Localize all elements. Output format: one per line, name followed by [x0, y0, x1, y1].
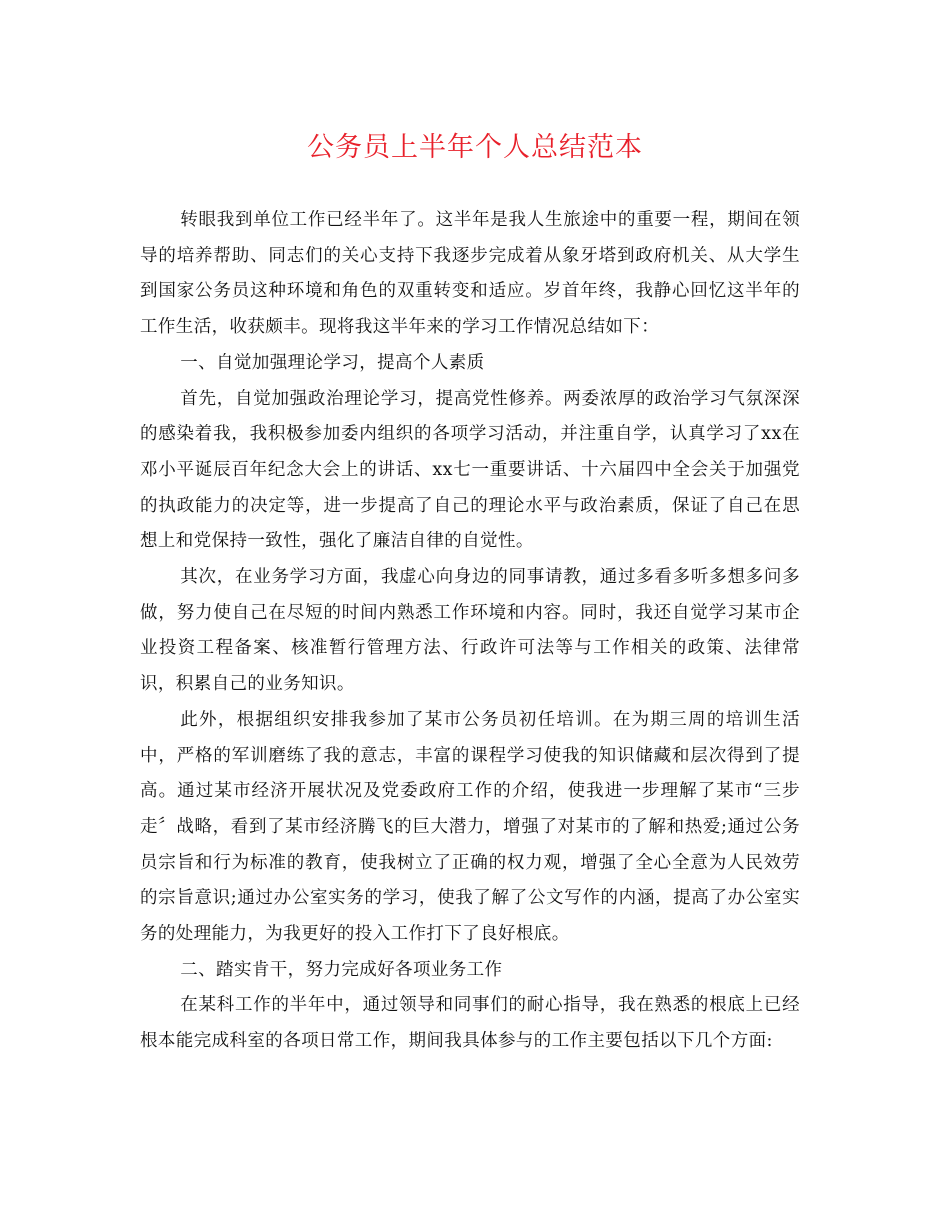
- document-body: [140, 203, 800, 1060]
- section-heading-1: 一、自觉加强理论学习，提高个人素质: [180, 352, 485, 373]
- paragraph-work: 在某科工作的半年中，通过领导和同事们的耐心指导，我在熟悉的根底上已经根本能完成科室的各项日常工作，期间我具体参与的工作主要包括以下几个方面:: [140, 995, 800, 1052]
- paragraph-training: 此外，根据组织安排我参加了某市公务员初任培训。在为期三周的培训生活中，严格的军训磨练了我的意志，丰富的课程学习使我的知识储藏和层次得到了提高。通过某市经济开展状况及党委政府工作的介绍，使我进一步理解了某市“三步走〞战略，看到了某市经济腾飞的巨大潜力，增强了对某市的了解和热爱;通过公务员宗旨和行为标准的教育，使我树立了正确的权力观，增强了全心全意为人民效劳的宗旨意识;通过办公室实务的学习，使我了解了公文写作的内涵，提高了办公室实务的处理能力，为我更好的投入工作打下了良好根底。: [140, 709, 800, 945]
- section-heading-2: 二、踏实肯干，努力完成好各项业务工作: [180, 959, 503, 980]
- paragraph-second: 其次，在业务学习方面，我虚心向身边的同事请教，通过多看多听多想多问多做，努力使自己在尽短的时间内熟悉工作环境和内容。同时，我还自觉学习某市企业投资工程备案、核准暂行管理方法、行政许可法等与工作相关的政策、法律常识，积累自己的业务知识。: [140, 567, 800, 695]
- paragraph-intro: 转眼我到单位工作已经半年了。这半年是我人生旅途中的重要一程，期间在领导的培养帮助、同志们的关心支持下我逐步完成着从象牙塔到政府机关、从大学生到国家公务员这种环境和角色的双重转变和适应。岁首年终，我静心回忆这半年的工作生活，收获颇丰。现将我这半年来的学习工作情况总结如下：: [140, 210, 800, 338]
- paragraph-first: 首先，自觉加强政治理论学习，提高党性修养。两委浓厚的政治学习气氛深深的感染着我，我积极参加委内组织的各项学习活动，并注重自学，认真学习了xx在邓小平诞辰百年纪念大会上的讲话、xx七一重要讲话、十六届四中全会关于加强党的执政能力的决定等，进一步提高了自己的理论水平与政治素质，保证了自己在思想上和党保持一致性，强化了廉洁自律的自觉性。: [140, 388, 800, 552]
- document-title: 公务员上半年个人总结范本: [307, 132, 643, 163]
